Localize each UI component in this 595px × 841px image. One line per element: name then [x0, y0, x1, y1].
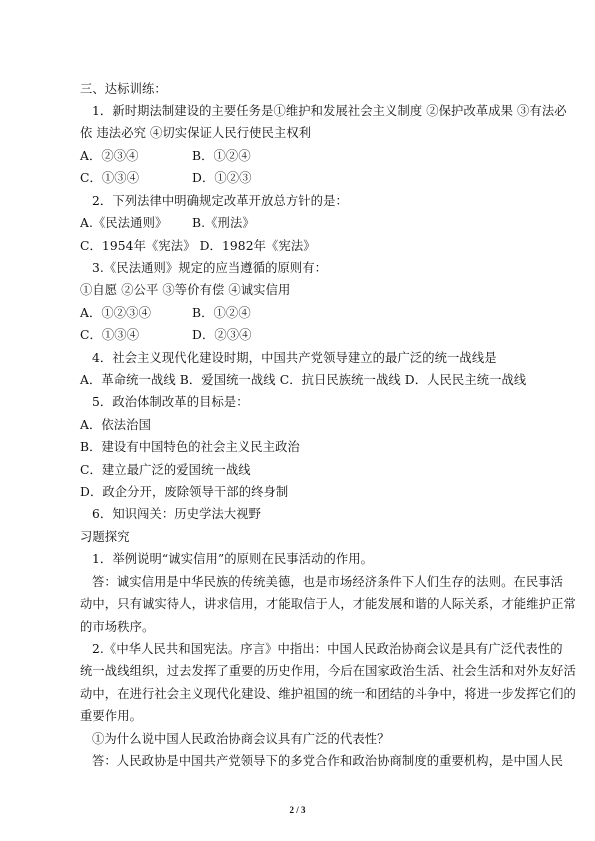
e2-stem-line3: 动中，在进行社会主义现代化建设、维护祖国的统一和团结的斗争中，将进一步发挥它们的	[80, 687, 576, 701]
q2-option-cd: C．1954年《宪法》 D．1982年《宪法》	[80, 239, 316, 253]
q5-option-c: C．建立最广泛的爱国统一战线	[80, 463, 251, 477]
e1-stem: 1．举例说明“诚实信用”的原则在民事活动的作用。	[92, 552, 374, 566]
e2-stem-line2: 统一战线组织，过去发挥了重要的历史作用，今后在国家政治生活、社会生活和对外友好活	[80, 664, 576, 678]
section-title: 三、达标训练：	[80, 82, 167, 96]
page-number: 2 / 3	[289, 805, 306, 815]
q3-option-d: D．②③④	[192, 328, 252, 342]
e1-answer-line1: 答：诚实信用是中华民族的传统美德，也是市场经济条件下人们生存的法则。在民事活	[92, 575, 564, 589]
q3-option-c: C．①③④	[80, 328, 140, 342]
e2-stem-line4: 重要作用。	[80, 709, 142, 723]
q3-option-a: A．①②③④	[80, 306, 151, 320]
e1-answer-line2: 动中，只有诚实待人，讲求信用，才能取信于人，才能发展和谐的人际关系，才能维护正常	[80, 597, 576, 611]
explore-title: 习题探究	[80, 530, 130, 544]
q3-option-b: B．①②④	[192, 306, 251, 320]
q3-items: ①自愿 ②公平 ③等价有偿 ④诚实信用	[80, 283, 291, 297]
q4-options: A．革命统一战线 B．爱国统一战线 C．抗日民族统一战线 D．人民民主统一战线	[80, 373, 527, 387]
q6-line: 6．知识闯关：历史学法大视野	[92, 507, 262, 521]
q5-option-d: D．政企分开，废除领导干部的终身制	[80, 485, 289, 499]
q1-option-c: C．①③④	[80, 171, 140, 185]
e2-answer-line1: 答：人民政协是中国共产党领导下的多党合作和政治协商制度的重要机构，是中国人民	[92, 754, 564, 768]
q1-stem-line2: 依 违法必究 ④切实保证人民行使民主权利	[80, 126, 312, 140]
q1-option-b: B．①②④	[192, 149, 251, 163]
q4-stem: 4．社会主义现代化建设时期，中国共产党领导建立的最广泛的统一战线是	[92, 351, 497, 365]
q1-stem-line1: 1．新时期法制建设的主要任务是①维护和发展社会主义制度 ②保护改革成果 ③有法必	[92, 104, 567, 118]
q2-option-b: B.《刑法》	[192, 216, 255, 230]
e1-answer-line3: 的市场秩序。	[80, 620, 155, 634]
q2-stem: 2．下列法律中明确规定改革开放总方针的是：	[92, 194, 348, 208]
q5-stem: 5．政治体制改革的目标是：	[92, 395, 249, 409]
q1-option-a: A．②③④	[80, 149, 139, 163]
q3-stem: 3.《民法通则》规定的应当遵循的原则有：	[92, 261, 328, 275]
q5-option-b: B．建设有中国特色的社会主义民主政治	[80, 440, 300, 454]
e2-subquestion-1: ①为什么说中国人民政治协商会议具有广泛的代表性？	[92, 732, 390, 746]
e2-stem-line1: 2.《中华人民共和国宪法。序言》中指出：中国人民政治协商会议是具有广泛代表性的	[92, 642, 563, 656]
q2-option-a: A.《民法通则》	[80, 216, 168, 230]
q1-option-d: D．①②③	[192, 171, 252, 185]
q5-option-a: A．依法治国	[80, 418, 151, 432]
